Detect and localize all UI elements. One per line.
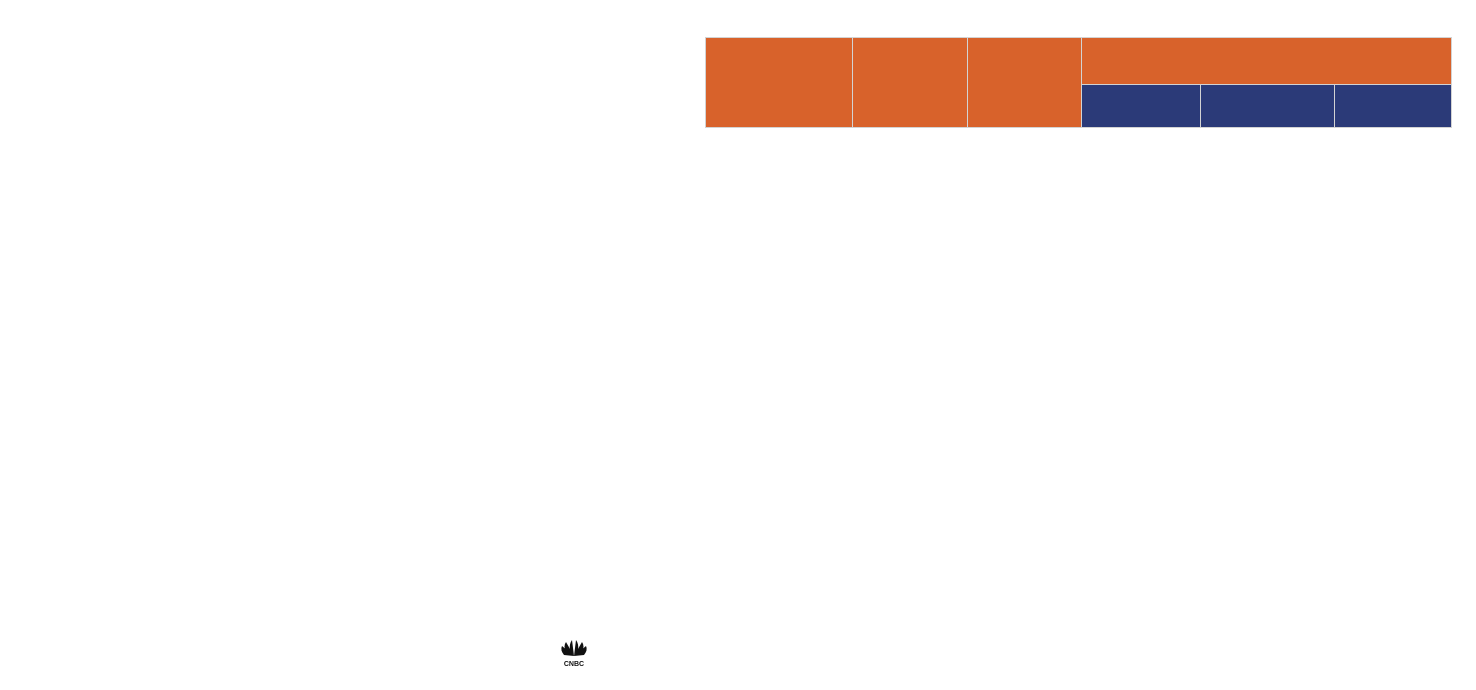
svg-text:CNBC: CNBC [563,661,585,668]
header-metrics-group [1082,38,1452,85]
ranking-table [705,37,1452,128]
header-overall-ranking [968,38,1082,128]
header-p2p-volume [1335,85,1452,128]
header-onchain-retail [1201,85,1335,128]
header-index-score [853,38,968,128]
bar-chart [0,170,600,630]
adoption-table [705,37,1452,128]
table-header-row-group [706,38,1452,85]
header-country [706,38,853,128]
cnbc-peacock-logo [556,640,592,668]
chart-panel [0,0,640,690]
header-onchain-value [1082,85,1201,128]
